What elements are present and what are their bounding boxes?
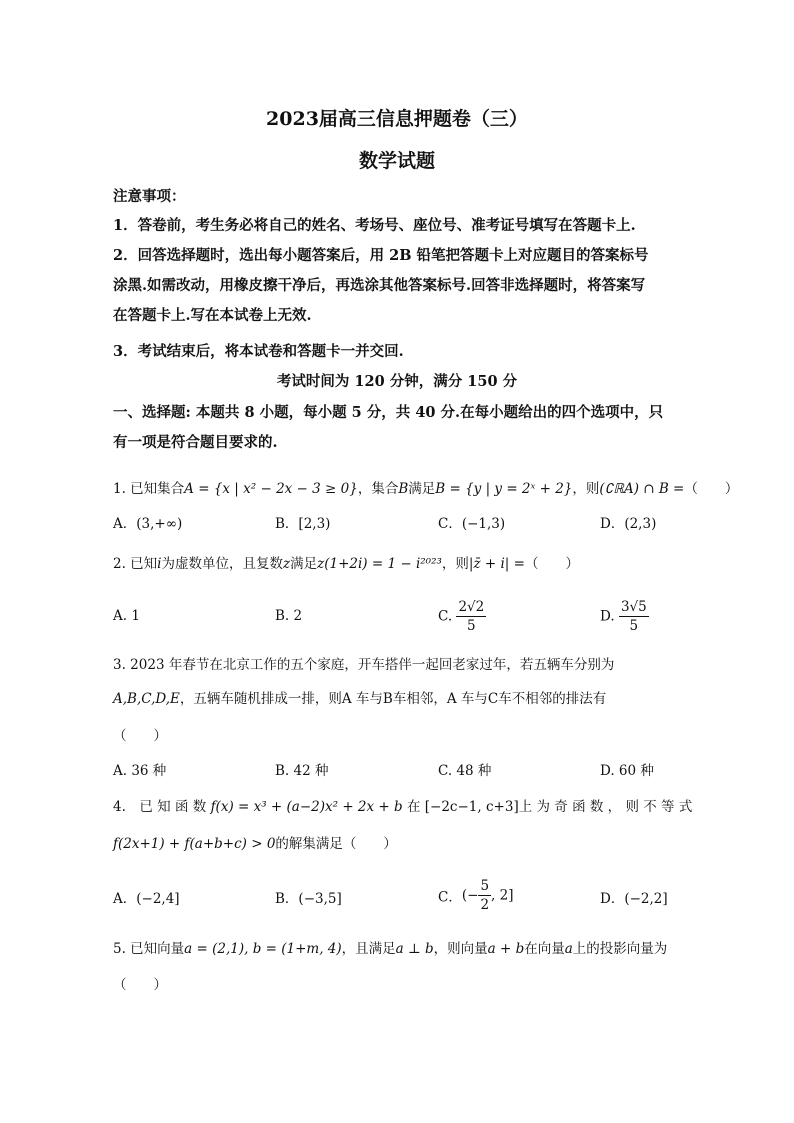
q1-option-a: A．(3,+∞) bbox=[113, 516, 183, 532]
q4-inequality: f(2x+1) + f(a+b+c) > 0 bbox=[113, 836, 276, 852]
notice-item-2: 2．回答选择题时，选出每小题答案后，用 2B 铅笔把答题卡上对应题目的答案标号 bbox=[113, 247, 649, 264]
section-heading-cont: 有一项是符合题目要求的. bbox=[113, 434, 278, 451]
q2-equation: z(1+2i) = 1 − i²⁰²³ bbox=[317, 556, 442, 572]
q2-i: i bbox=[157, 556, 162, 572]
question-2 bbox=[113, 554, 703, 574]
q2-text-2: 为虚数单位，且复数 bbox=[161, 556, 283, 572]
q2-abs-expression: |z̄ + i| = bbox=[468, 556, 525, 572]
exam-subtitle: 数学试题 bbox=[358, 150, 435, 172]
q1-var-b: B bbox=[398, 481, 409, 497]
q2-text-3: 满足 bbox=[290, 556, 318, 572]
q3-option-a: A. 36 种 bbox=[113, 763, 167, 779]
question-1 bbox=[113, 479, 739, 499]
q4-text: 4. 已 知 函 数 bbox=[113, 799, 207, 815]
question-5 bbox=[113, 939, 703, 959]
q5-perpendicular: a ⊥ b bbox=[395, 941, 434, 957]
q4-option-a: A．(−2,4] bbox=[113, 891, 180, 907]
notice-item-2-cont: 涂黑.如需改动，用橡皮擦干净后，再选涂其他答案标号.回答非选择题时，将答案写 bbox=[113, 277, 646, 294]
q5-text-2: ，且满足 bbox=[341, 941, 396, 957]
q2-z: z bbox=[283, 556, 291, 572]
q5-answer-blank: （ ） bbox=[113, 977, 167, 993]
q3-cars: A,B,C,D,E bbox=[113, 691, 180, 707]
q1-expression: (∁ℝA) ∩ B = bbox=[599, 481, 685, 497]
exam-info: 考试时间为 120 分钟，满分 150 分 bbox=[276, 373, 518, 390]
q2-answer-blank: （ ） bbox=[524, 556, 579, 572]
q2-text: 2. 已知 bbox=[113, 556, 158, 572]
q1-text: 1. 已知集合 bbox=[113, 481, 185, 497]
q1-set-a: A = {x | x² − 2x − 3 ≥ 0} bbox=[184, 481, 358, 497]
q3-option-c: C. 48 种 bbox=[438, 763, 492, 779]
q4-text-4: 的解集满足（ ） bbox=[275, 836, 397, 852]
q3-text-2: ，五辆车随机排成一排，则A 车与B车相邻，A 车与C车不相邻的排法有 bbox=[179, 691, 607, 707]
q1-option-c: C．(−1,3) bbox=[438, 516, 506, 532]
q3-option-d: D. 60 种 bbox=[600, 763, 654, 779]
q4-option-c: C．(− $\frac{5}{2}$ , 2] bbox=[438, 878, 514, 913]
q5-text-5: 上的投影向量为 bbox=[572, 941, 668, 957]
q3-option-b: B. 42 种 bbox=[275, 763, 329, 779]
q2-text-4: ，则 bbox=[441, 556, 469, 572]
q2-option-c: C. $\frac{2√2}{5}$ bbox=[438, 599, 485, 634]
q5-text-3: ，则向量 bbox=[433, 941, 488, 957]
q2-option-d: D. $\frac{3√5}{5}$ bbox=[600, 599, 647, 634]
q5-vectors: a = (2,1), b = (1+m, 4) bbox=[184, 941, 342, 957]
question-3-cont bbox=[113, 689, 703, 709]
notice-item-2-end: 在答题卡上.写在本试卷上无效. bbox=[113, 307, 312, 324]
q1-text-4: ，则 bbox=[572, 481, 600, 497]
q1-text-3: 满足 bbox=[408, 481, 436, 497]
q4-function: f(x) = x³ + (a−2)x² + 2x + b bbox=[210, 799, 403, 815]
q5-text: 5. 已知向量 bbox=[113, 941, 185, 957]
q2-option-b: B. 2 bbox=[275, 608, 303, 624]
q1-option-d: D．(2,3) bbox=[600, 516, 657, 532]
q1-text-2: ，集合 bbox=[357, 481, 399, 497]
q1-option-b: B．[2,3) bbox=[275, 516, 331, 532]
q5-text-4: 在向量 bbox=[524, 941, 565, 957]
notice-heading: 注意事项： bbox=[113, 188, 186, 205]
q3-answer-blank: （ ） bbox=[113, 728, 167, 744]
q1-answer-blank: （ ） bbox=[684, 481, 739, 497]
q5-vector-a: a bbox=[564, 941, 573, 957]
notice-item-1: 1．答卷前，考生务必将自己的姓名、考场号、座位号、准考证号填写在答题卡上. bbox=[113, 217, 636, 234]
q1-set-b: B = {y | y = 2ˣ + 2} bbox=[435, 481, 573, 497]
exam-title: 2023届高三信息押题卷（三） bbox=[266, 108, 528, 130]
q2-option-a: A. 1 bbox=[113, 608, 140, 624]
notice-item-3: 3．考试结束后，将本试卷和答题卡一并交回. bbox=[113, 343, 404, 360]
q4-interval: [−2c−1, c+3] bbox=[424, 799, 519, 815]
q5-vector-sum: a + b bbox=[487, 941, 525, 957]
q4-option-b: B．(−3,5] bbox=[275, 891, 342, 907]
q4-option-d: D．(−2,2] bbox=[600, 891, 668, 907]
q4-text-2: 在 bbox=[406, 799, 421, 815]
question-3: 3. 2023 年春节在北京工作的五个家庭，开车搭伴一起回老家过年，若五辆车分别为 bbox=[113, 657, 615, 673]
q4-text-3: 上 为 奇 函 数 ， 则 不 等 式 bbox=[518, 799, 693, 815]
question-4-cont bbox=[113, 834, 703, 854]
question-4 bbox=[113, 797, 703, 817]
section-heading: 一、选择题: 本题共 8 小题，每小题 5 分，共 40 分.在每小题给出的四个选项中，只 bbox=[113, 404, 664, 421]
